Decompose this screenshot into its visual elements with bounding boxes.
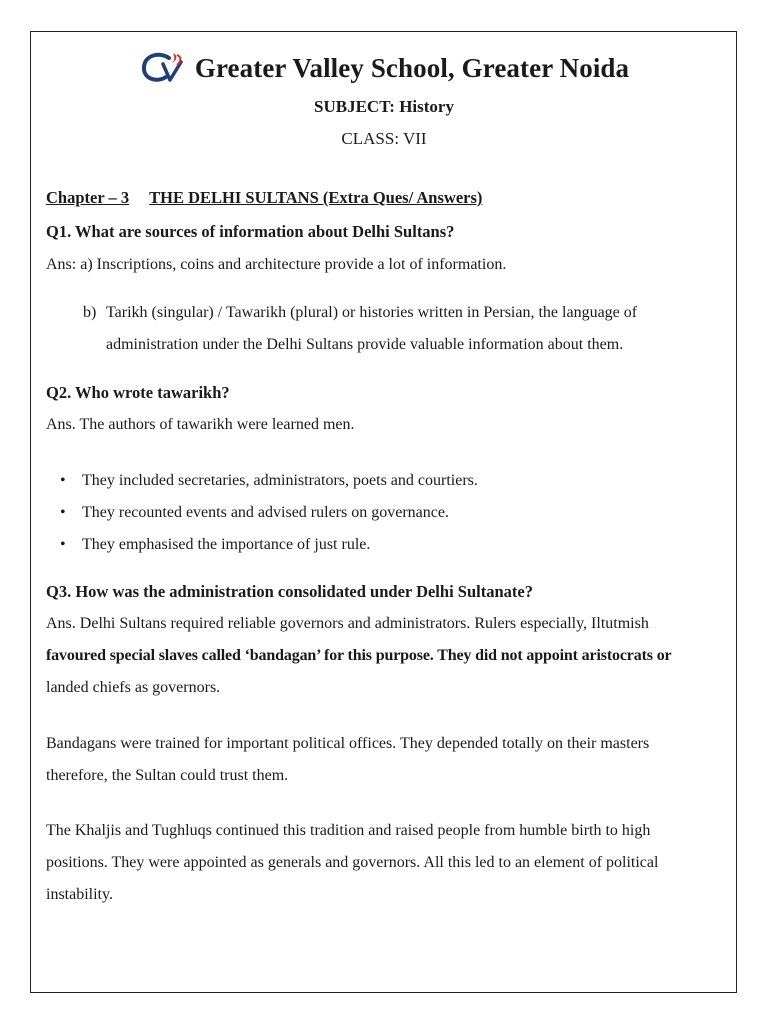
bullet-icon: • bbox=[60, 504, 66, 521]
document-header bbox=[0, 50, 768, 91]
q3-answer-line3: landed chiefs as governors. bbox=[46, 679, 221, 696]
bullet-text: They recounted events and advised rulers on governance. bbox=[82, 504, 449, 521]
q3-paragraph3-line1: The Khaljis and Tughluqs continued this tradition and raised people from humble birth to high bbox=[46, 822, 651, 839]
q3-answer-line1: Ans. Delhi Sultans required reliable governors and administrators. Rulers especially, Iltutmish bbox=[46, 615, 649, 632]
bullet-icon: • bbox=[60, 472, 66, 489]
gvs-logo-icon bbox=[139, 50, 195, 86]
chapter-heading bbox=[46, 188, 482, 208]
subject-line: SUBJECT: History bbox=[314, 97, 454, 116]
question-3: Q3. How was the administration consolidated under Delhi Sultanate? bbox=[46, 582, 533, 601]
q3-answer-line2: favoured special slaves called ‘bandagan’ for this purpose. They did not appoint aristocrats or bbox=[46, 647, 672, 664]
q3-paragraph3-line2: positions. They were appointed as generals and governors. All this led to an element of political bbox=[46, 854, 659, 871]
q1-answer-a: Ans: a) Inscriptions, coins and architecture provide a lot of information. bbox=[46, 256, 507, 273]
q2-bullet-1 bbox=[60, 471, 478, 491]
q1-answer-b-line2: administration under the Delhi Sultans provide valuable information about them. bbox=[106, 336, 624, 353]
chapter-number: Chapter – 3 bbox=[46, 188, 130, 207]
q3-paragraph2-line1: Bandagans were trained for important political offices. They depended totally on their masters bbox=[46, 735, 650, 752]
q3-paragraph3-line3: instability. bbox=[46, 886, 113, 903]
q1-answer-b-line1: Tarikh (singular) / Tawarikh (plural) or histories written in Persian, the language of bbox=[106, 304, 638, 321]
q1-answer-b-label: b) bbox=[83, 304, 97, 321]
question-1: Q1. What are sources of information about Delhi Sultans? bbox=[46, 222, 455, 241]
q2-bullet-3 bbox=[60, 535, 370, 555]
q2-bullet-2 bbox=[60, 503, 449, 523]
bullet-text: They included secretaries, administrators, poets and courtiers. bbox=[82, 472, 478, 489]
class-line: CLASS: VII bbox=[341, 129, 427, 148]
bullet-icon: • bbox=[60, 536, 66, 553]
question-2: Q2. Who wrote tawarikh? bbox=[46, 383, 230, 402]
chapter-title: THE DELHI SULTANS (Extra Ques/ Answers) bbox=[149, 188, 483, 207]
bullet-text: They emphasised the importance of just rule. bbox=[82, 536, 371, 553]
school-name: Greater Valley School, Greater Noida bbox=[194, 52, 630, 83]
q2-answer: Ans. The authors of tawarikh were learned men. bbox=[46, 416, 355, 433]
q3-paragraph2-line2: therefore, the Sultan could trust them. bbox=[46, 767, 289, 784]
